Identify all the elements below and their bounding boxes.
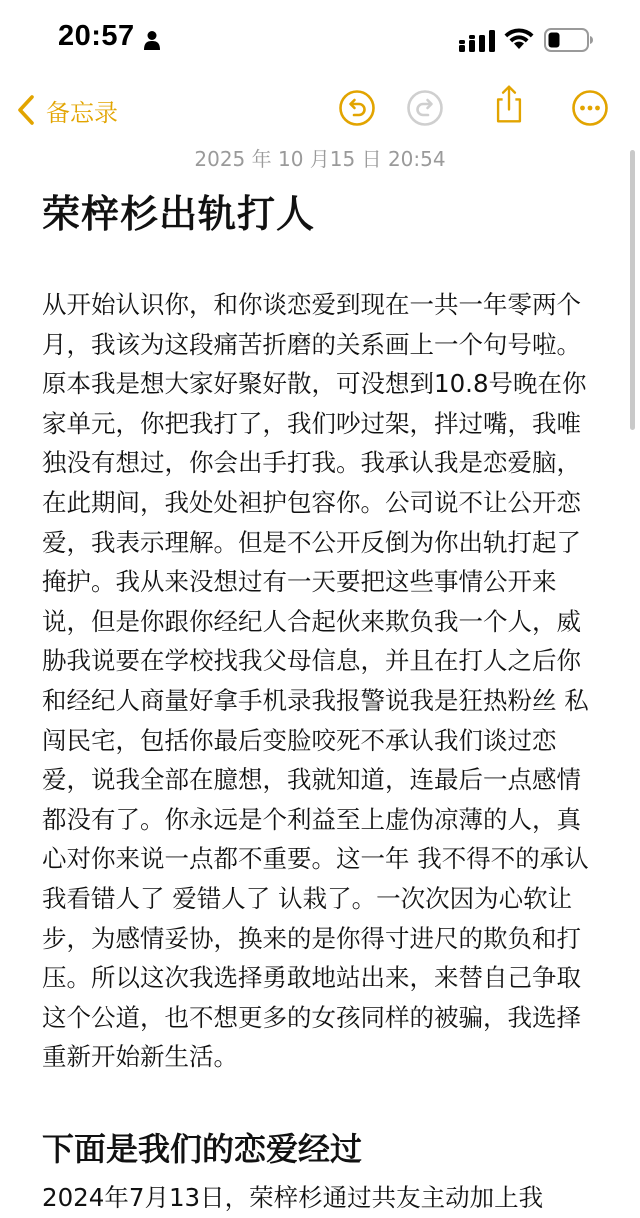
note-title[interactable]: 荣梓杉出轨打人 xyxy=(42,192,316,236)
back-label: 备忘录 xyxy=(46,98,118,127)
note-body-continuation[interactable]: 2024年7月13日，荣梓杉通过共友主动加上我 xyxy=(42,1183,544,1212)
status-bar xyxy=(0,0,640,80)
redo-icon[interactable] xyxy=(405,88,445,128)
section-heading[interactable]: 下面是我们的恋爱经过 xyxy=(42,1130,363,1168)
nav-bar xyxy=(0,80,640,140)
back-button[interactable] xyxy=(16,90,118,130)
battery-icon xyxy=(544,28,594,52)
scrollbar[interactable] xyxy=(630,150,635,430)
chevron-left-icon xyxy=(16,94,36,126)
wifi-icon xyxy=(503,27,535,51)
undo-icon[interactable] xyxy=(337,88,377,128)
signal-icon xyxy=(459,30,495,52)
person-icon xyxy=(143,30,161,50)
note-date: 2025 年 10 月15 日 20:54 xyxy=(194,147,446,171)
status-time: 20:57 xyxy=(58,20,135,52)
note-body[interactable]: 从开始认识你，和你谈恋爱到现在一共一年零两个月，我该为这段痛苦折磨的关系画上一个句号啦。原本我是想大家好聚好散，可没想到10.8号晚在你家单元，你把我打了，我们吵过架，拌过嘴，我唯独没有想过，你会出手打我。我承认我是恋爱脑，在此期间，我处处袒护包容你。公司说不让公开恋爱，我表示理解。但是不公开反倒为你出轨打起了掩护。我从来没想过有一天要把这些事情公开来说，但是你跟你经纪人合起伙来欺负我一个人，威胁我说要在学校找我父母信息，并且在打人之后你和经纪人商量好拿手机录我报警说我是狂热粉丝 私闯民宅，包括你最后变脸咬死不承认我们谈过恋爱，说我全部在臆想，我就知道，连最后一点感情都没有了。你永远是个利益至上虚伪凉薄的人，真心对你来说一点都不重要。这一年 我不得不的承认我看错人了 爱错人了 认栽了。一次次因为心软让步，为感情妥协，换来的是你得寸进尺的欺负和打压。所以这次我选择勇敢地站出来，来替自己争取这个公道，也不想更多的女孩同样的被骗，我选择重新开始新生活。 xyxy=(42,290,589,1072)
share-icon[interactable] xyxy=(489,84,529,124)
more-icon[interactable] xyxy=(570,88,610,128)
